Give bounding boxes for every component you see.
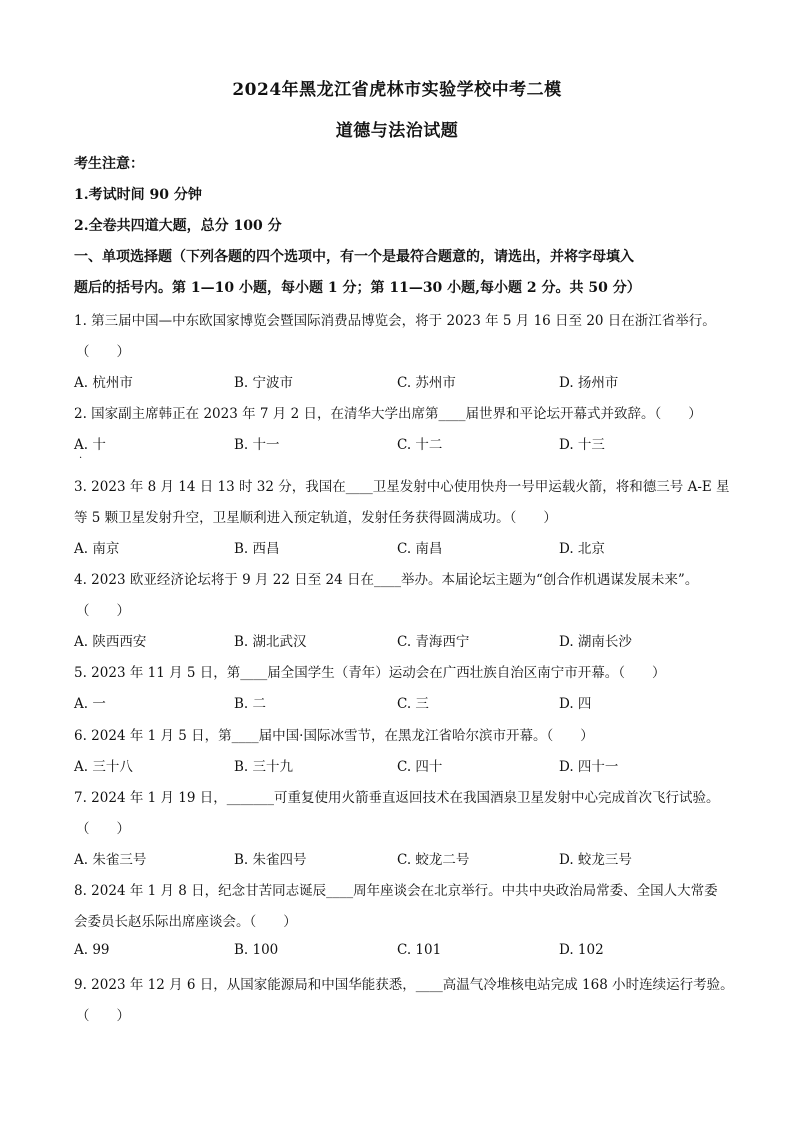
question-7-options [74,848,724,868]
option-c: C. 三 [397,696,429,712]
option-c: C. 十二 [397,437,443,453]
question-9-answer-blank: （ ） [76,1008,130,1024]
question-4-stem: 4. 2023 欧亚经济论坛将于 9 月 22 日至 24 日在____举办。本届论坛主题为“创合作机遇谋发展未来”。 [74,572,699,588]
section-heading-line-2: 题后的括号内。第 1—10 小题，每小题 1 分；第 11—30 小题,每小题 2 分。共 50 分） [74,280,641,296]
option-d: D. 北京 [559,541,605,557]
question-4-options [74,630,724,650]
question-4-answer-blank: （ ） [76,603,130,619]
option-c: C. 苏州市 [397,375,456,391]
option-c: C. 101 [397,942,442,958]
option-a: A. 一 [74,696,106,712]
question-7-answer-blank: （ ） [76,821,130,837]
question-1-stem: 1. 第三届中国—中东欧国家博览会暨国际消费品博览会，将于 2023 年 5 月 16 日至 20 日在浙江省举行。 [74,313,716,329]
notice-item-1: 1.考试时间 90 分钟 [74,187,202,203]
option-d: D. 十三 [559,437,605,453]
notice-heading: 考生注意： [74,156,144,172]
option-b: B. 西昌 [234,541,280,557]
question-7-stem: 7. 2024 年 1 月 19 日，_______可重复使用火箭垂直返回技术在我国酒泉卫星发射中心完成首次飞行试验。 [74,790,720,806]
option-a: A. 十 [74,437,106,453]
option-c: C. 青海西宁 [397,634,470,650]
question-8-stem-line-2: 会委员长赵乐际出席座谈会。（ ） [74,914,297,930]
option-c: C. 四十 [397,759,443,775]
option-b: B. 100 [234,942,279,958]
option-b: B. 湖北武汉 [234,634,307,650]
question-5-stem: 5. 2023 年 11 月 5 日，第____届全国学生（青年）运动会在广西壮族自治区南宁市开幕。（ ） [74,665,666,681]
option-a: A. 朱雀三号 [74,852,147,868]
option-d: D. 四 [559,696,592,712]
question-3-stem-line-1: 3. 2023 年 8 月 14 日 13 时 32 分，我国在____卫星发射中心使用快舟一号甲运载火箭，将和德三号 A-E 星 [74,479,730,495]
option-d: D. 102 [559,942,604,958]
option-b: B. 朱雀四号 [234,852,307,868]
section-heading-line-1: 一、单项选择题（下列各题的四个选项中，有一个是最符合题意的，请选出，并将字母填入 [74,249,634,265]
question-6-stem: 6. 2024 年 1 月 5 日，第____届中国·国际冰雪节，在黑龙江省哈尔滨市开幕。（ ） [74,728,594,744]
notice-item-2: 2.全卷共四道大题，总分 100 分 [74,218,282,234]
question-8-stem-line-1: 8. 2024 年 1 月 8 日，纪念甘苦同志诞辰____周年座谈会在北京举行。中共中央政治局常委、全国人大常委 [74,883,718,899]
question-9-stem: 9. 2023 年 12 月 6 日，从国家能源局和中国华能获悉，____高温气冷堆核电站完成 168 小时连续运行考验。 [74,977,734,993]
question-2-stem: 2. 国家副主席韩正在 2023 年 7 月 2 日，在清华大学出席第____届世界和平论坛开幕式并致辞。（ ） [74,406,702,422]
question-1-options [74,371,724,391]
option-a: A. 99 [74,942,110,958]
option-b: B. 二 [234,696,267,712]
option-d: D. 蛟龙三号 [559,852,632,868]
option-a: A. 杭州市 [74,375,133,391]
option-b: B. 十一 [234,437,280,453]
question-1-answer-blank: （ ） [76,344,130,360]
question-2-options [74,433,724,453]
option-a: A. 南京 [74,541,120,557]
option-d: D. 扬州市 [559,375,619,391]
exam-subtitle: 道德与法治试题 [335,121,459,141]
option-d: D. 湖南长沙 [559,634,632,650]
stray-mark: . [79,450,83,461]
exam-title: 2024年黑龙江省虎林市实验学校中考二模 [232,80,562,100]
option-c: C. 蛟龙二号 [397,852,470,868]
option-b: B. 三十九 [234,759,294,775]
option-c: C. 南昌 [397,541,443,557]
option-d: D. 四十一 [559,759,619,775]
option-a: A. 陕西西安 [74,634,147,650]
question-6-options [74,755,724,775]
option-b: B. 宁波市 [234,375,294,391]
question-5-options [74,692,724,712]
question-3-stem-line-2: 等 5 颗卫星发射升空，卫星顺利进入预定轨道，发射任务获得圆满成功。（ ） [74,510,557,526]
question-8-options [74,942,724,962]
question-3-options [74,537,724,557]
option-a: A. 三十八 [74,759,133,775]
